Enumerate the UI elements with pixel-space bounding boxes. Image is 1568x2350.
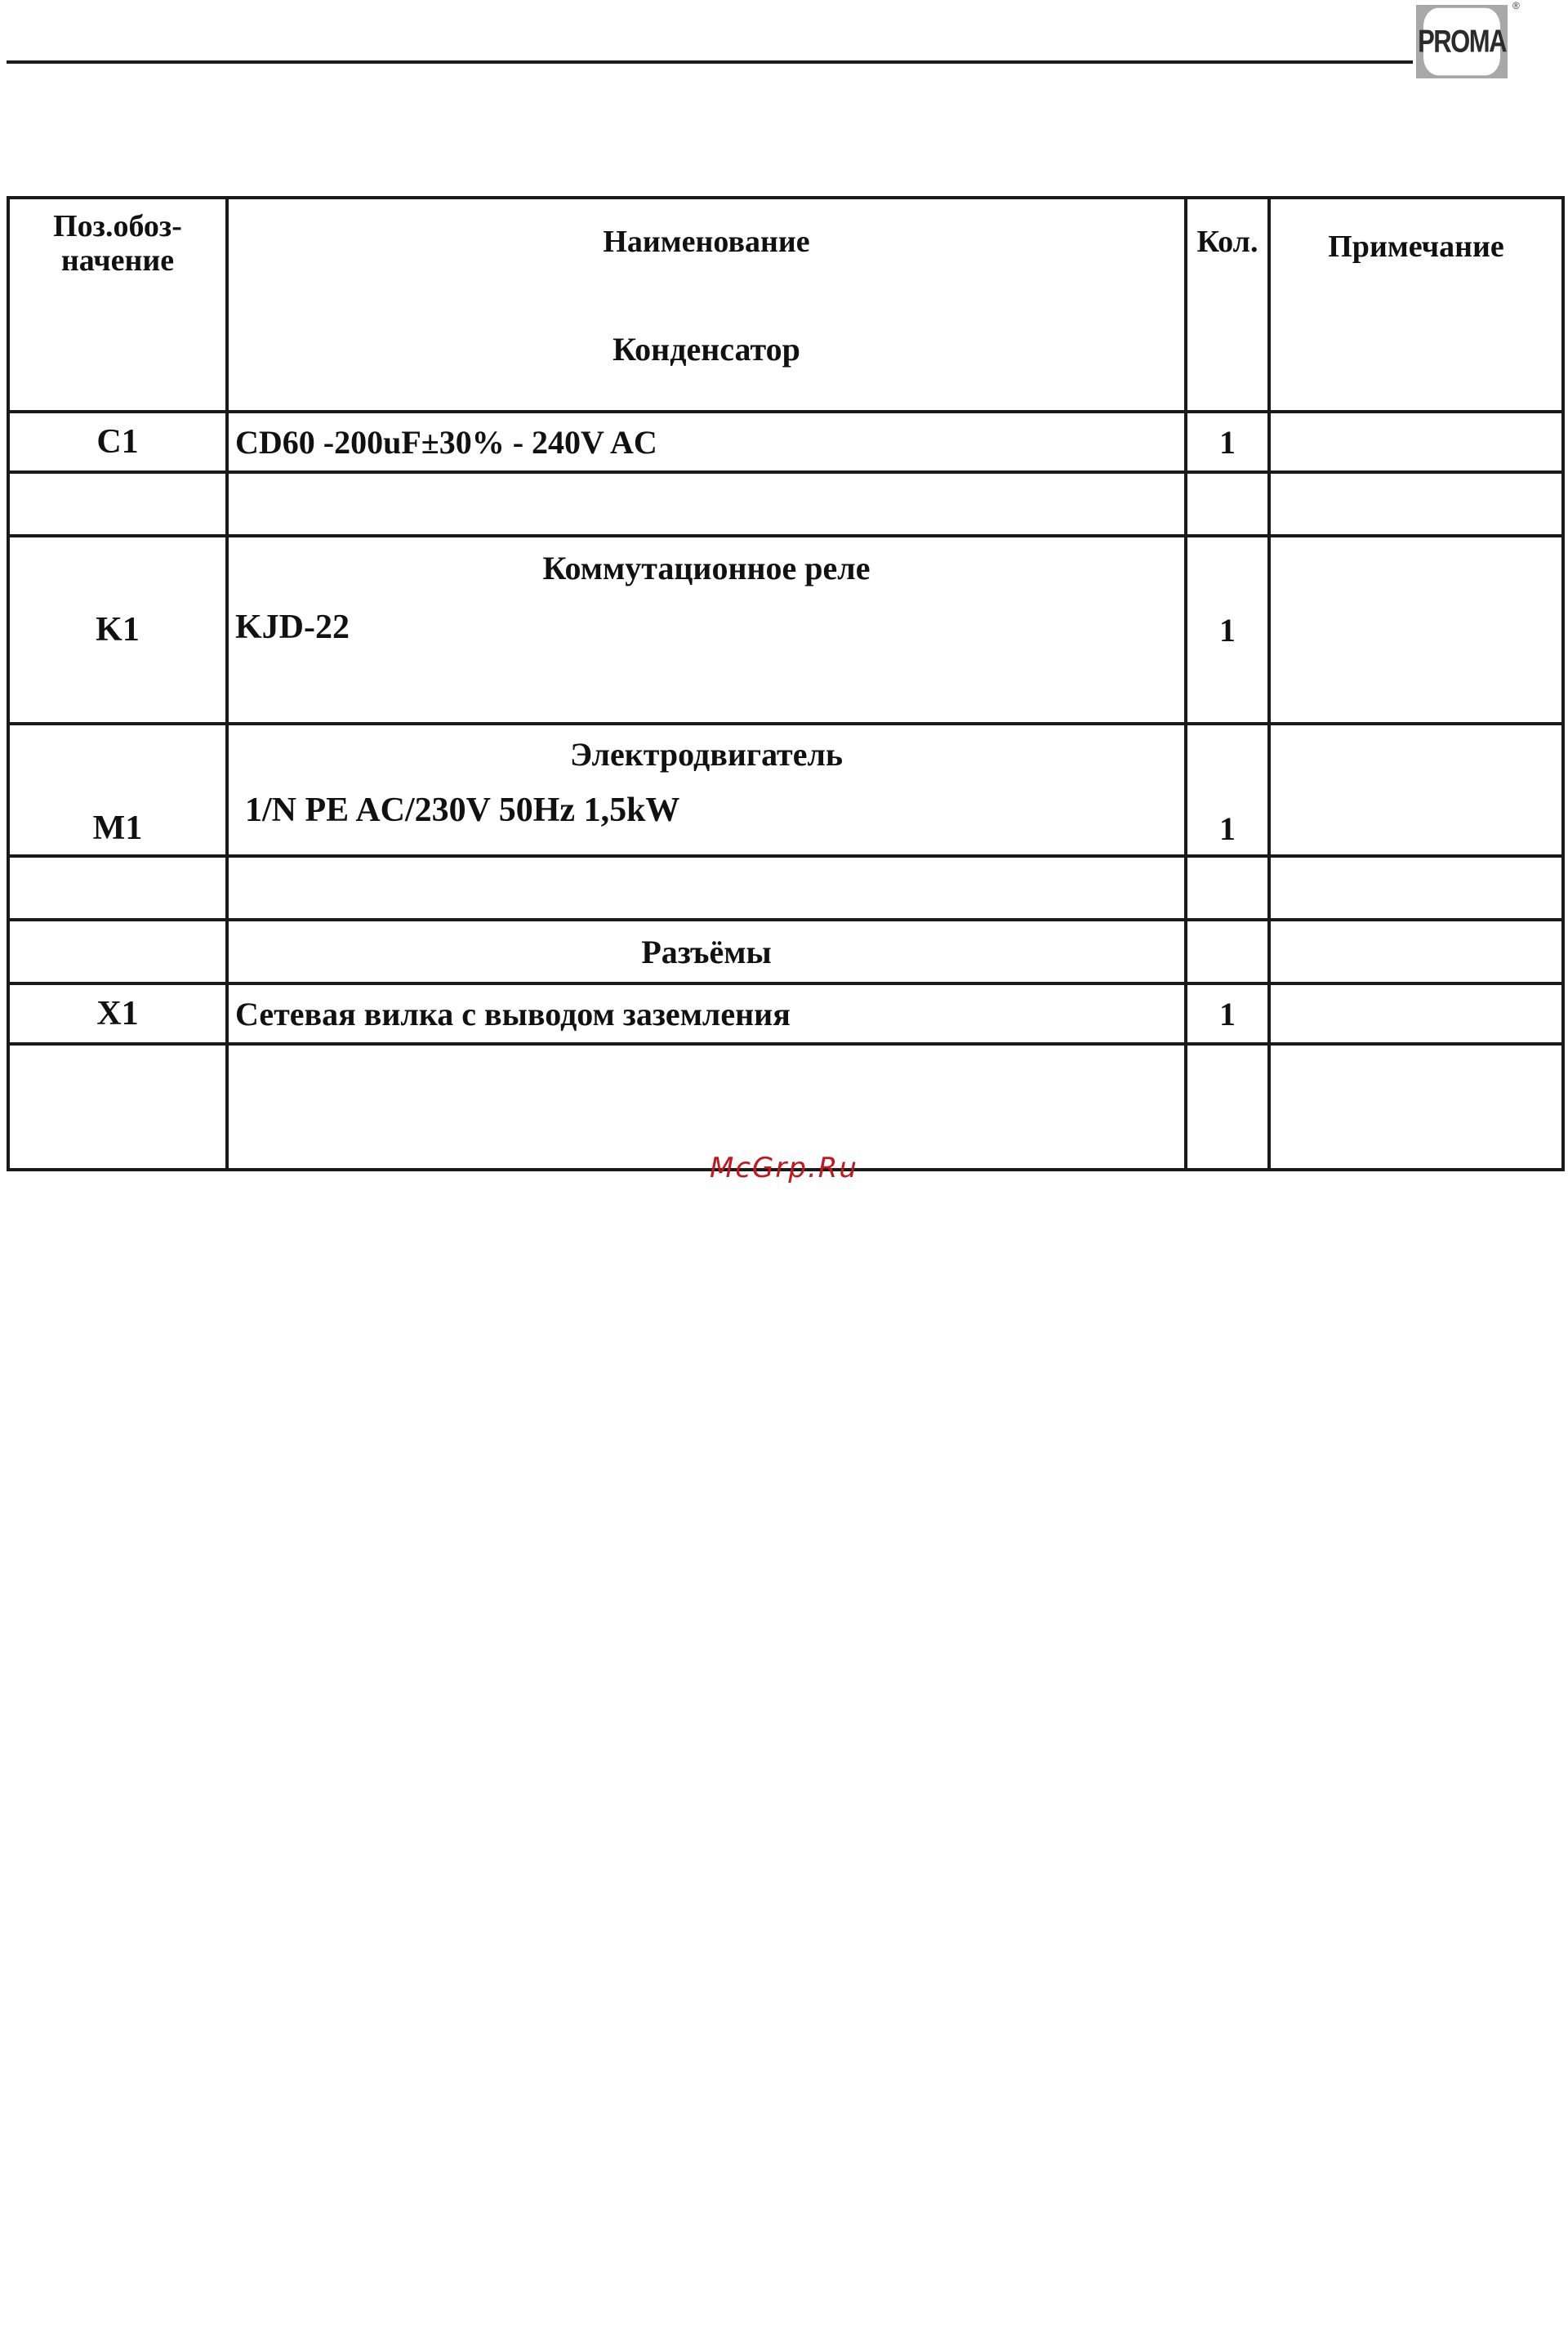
row-k1-note: [1269, 536, 1563, 724]
table-row-empty: [8, 472, 1563, 536]
table-row-empty: [8, 856, 1563, 920]
empty-cell: [1186, 472, 1269, 536]
empty-cell: [1269, 920, 1563, 983]
table-row: [8, 536, 1563, 724]
header-name-cell: [227, 198, 1186, 412]
row-m1-name: 1/N PE AC/230V 50Hz 1,5kW: [245, 792, 680, 829]
row-x1-name: Сетевая вилка с выводом заземления: [227, 983, 1186, 1044]
header-position: [8, 198, 227, 412]
empty-cell: [1269, 856, 1563, 920]
header-qty: Кол.: [1186, 198, 1269, 412]
parts-list-table: [7, 196, 1565, 1171]
empty-cell: [1269, 1044, 1563, 1170]
row-c1-name: CD60 -200uF±30% - 240V AC: [227, 412, 1186, 472]
empty-cell: [8, 920, 227, 983]
row-x1-note: [1269, 983, 1563, 1044]
empty-cell: [227, 1044, 1186, 1170]
row-c1-qty: 1: [1186, 412, 1269, 472]
empty-cell: [8, 856, 227, 920]
row-x1-qty: 1: [1186, 983, 1269, 1044]
section-capacitor: Конденсатор: [612, 331, 800, 368]
empty-cell: [1186, 856, 1269, 920]
header-position-label: Поз.обоз- начение: [53, 209, 182, 278]
empty-cell: [1186, 920, 1269, 983]
empty-cell: [8, 472, 227, 536]
empty-cell: [8, 1044, 227, 1170]
row-k1-pos: K1: [8, 536, 227, 724]
registered-mark: ®: [1512, 0, 1520, 11]
table-row: [8, 983, 1563, 1044]
header-name: Наименование: [603, 225, 810, 259]
row-k1-name-cell: [227, 536, 1186, 724]
header-rule: [7, 60, 1413, 64]
watermark: McGrp.Ru: [710, 1152, 858, 1184]
row-c1-note: [1269, 412, 1563, 472]
row-m1-name-cell: [227, 724, 1186, 856]
section-motor: Электродвигатель: [569, 736, 844, 773]
section-connectors: Разъёмы: [227, 920, 1186, 983]
table-row-empty: [8, 1044, 1563, 1170]
table-header-row: [8, 198, 1563, 412]
empty-cell: [227, 472, 1186, 536]
table-row: [8, 412, 1563, 472]
row-m1-note: [1269, 724, 1563, 856]
logo-text: PROMA: [1423, 8, 1500, 76]
section-relay: Коммутационное реле: [542, 550, 871, 586]
row-x1-pos: X1: [8, 983, 227, 1044]
empty-cell: [227, 856, 1186, 920]
empty-cell: [1269, 472, 1563, 536]
header-note: Примечание: [1269, 198, 1563, 412]
row-m1-pos: M1: [8, 724, 227, 856]
empty-cell: [1186, 1044, 1269, 1170]
proma-logo: [1416, 5, 1508, 78]
table-row: [8, 724, 1563, 856]
row-k1-name: KJD-22: [235, 609, 350, 646]
row-c1-pos: C1: [8, 412, 227, 472]
table-row-section: [8, 920, 1563, 983]
row-m1-qty: 1: [1186, 724, 1269, 856]
row-k1-qty: 1: [1186, 536, 1269, 724]
